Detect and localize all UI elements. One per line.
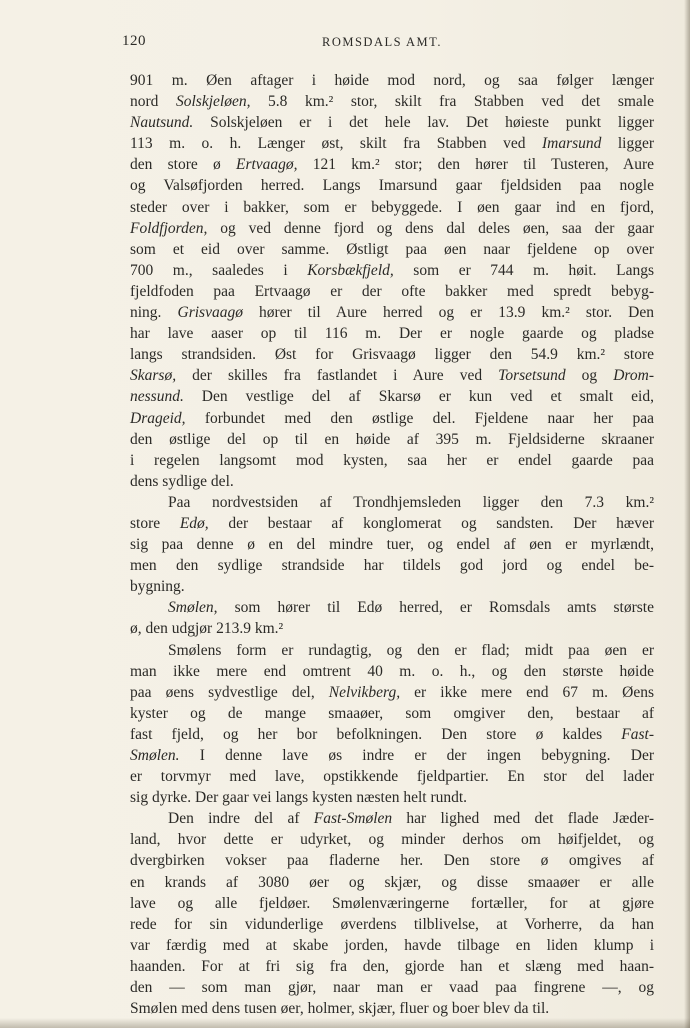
text-segment: den østlige del op til en høide af 395 m. Fjeldsiderne skraaner — [130, 430, 654, 448]
text-line — [130, 218, 654, 239]
text-segment: Solskjeløen er i det hele lav. Det høieste punkt ligger — [193, 114, 654, 132]
text-line — [130, 70, 654, 91]
italic-name: Nautsund. — [130, 114, 194, 132]
text-segment: sig dyrke. Der gaar vei langs kysten næsten helt rundt. — [130, 789, 468, 807]
italic-name: Fast-Smølen — [313, 810, 393, 828]
page-number: 120 — [122, 33, 146, 49]
text-segment: har lighed med det flade Jæder- — [392, 810, 654, 828]
text-line — [130, 576, 654, 597]
text-segment: man ikke mere end omtrent 40 m. o. h., og den største høide — [130, 662, 654, 680]
text-segment: fast fjeld, og her bor befolkningen. Den store ø kaldes — [130, 725, 622, 743]
text-line — [130, 91, 654, 112]
italic-name: Ertvaagø, — [235, 156, 298, 174]
text-segment: er torvmyr med lave, opstikkende fjeldpartier. En stor del lader — [130, 768, 654, 786]
text-segment: Den indre del af — [168, 810, 314, 828]
page-bottom-shadow — [0, 1018, 690, 1028]
text-line — [130, 344, 654, 365]
text-line — [130, 197, 654, 218]
text-segment: var færdig med at skabe jorden, havde tilbage en liden klump i — [130, 936, 654, 954]
text-segment: paa øens sydvestlige del, — [130, 683, 329, 701]
italic-name: Fast- — [621, 725, 654, 743]
text-line — [130, 133, 654, 154]
text-segment: den store ø — [130, 156, 236, 174]
text-line — [130, 893, 654, 914]
text-line — [130, 977, 654, 998]
text-segment: lave og alle fjeldøer. Smølenværingerne fortæller, for at gjøre — [130, 894, 654, 912]
text-segment: ø, den udgjør 213.9 km.² — [130, 620, 284, 638]
text-segment: Den vestlige del af Skarsø er kun ved et smalt eid, — [183, 388, 654, 406]
text-segment: land, hvor dette er udyrket, og minder derhos om høifjeldet, og — [130, 831, 654, 849]
text-line — [130, 429, 654, 450]
text-line — [130, 618, 654, 639]
text-segment: haanden. For at fri sig fra den, gjorde han et slæng med haan- — [130, 957, 654, 975]
text-line — [130, 112, 654, 133]
text-segment: og Valsøfjorden herred. Langs Imarsund gaar fjeldsiden paa nogle — [130, 177, 654, 195]
italic-name: Foldfjorden, — [130, 219, 208, 237]
text-segment: er ikke mere end 67 m. Øens — [400, 683, 654, 701]
text-segment: steder over i bakker, som er bebyggede. I øen gaar ind en fjord, — [130, 198, 654, 216]
text-line — [130, 471, 654, 492]
text-segment: 5.8 km.² stor, skilt fra Stabben ved det smale — [250, 93, 654, 111]
text-segment: som et eid over samme. Østligt paa øen naar fjeldene op over — [130, 240, 654, 258]
text-segment: som er 744 m. høit. Langs — [393, 261, 654, 279]
italic-name: Smølen. — [130, 747, 180, 764]
text-line — [130, 386, 654, 407]
text-segment: 700 m., saaledes i — [130, 261, 308, 279]
text-segment: kyster og de mange smaaøer, som omgiver den, bestaar af — [130, 704, 654, 722]
text-segment: hører til Aure herred og er 13.9 km.² stor. Den — [242, 304, 654, 322]
text-segment: 901 m. Øen aftager i høide mod nord, og saa følger længer — [130, 72, 654, 89]
text-line — [130, 914, 654, 935]
italic-name: Skarsø, — [130, 367, 177, 385]
text-line — [130, 998, 654, 1019]
text-line — [130, 829, 654, 850]
italic-name: Imarsund — [541, 135, 602, 153]
text-line — [130, 682, 654, 703]
text-line — [130, 450, 654, 471]
text-line — [130, 555, 654, 576]
text-segment: der skilles fra fastlandet i Aure ved — [176, 367, 499, 385]
text-segment: Smølens form er rundagtig, og den er flad; midt paa øen er — [168, 641, 654, 659]
text-line — [130, 724, 654, 745]
text-line — [130, 154, 654, 175]
text-line — [130, 956, 654, 977]
text-line — [130, 597, 654, 618]
text-line — [130, 175, 654, 196]
text-segment: 121 km.² stor; den hører til Tusteren, Aure — [297, 156, 654, 174]
text-segment: langs strandsiden. Øst for Grisvaagø ligger den 54.9 km.² store — [130, 346, 654, 364]
text-line — [130, 850, 654, 871]
text-segment: nord — [130, 93, 176, 111]
text-segment: i regelen langsomt mod kysten, saa her er endel gaarde paa — [130, 451, 654, 469]
running-head: ROMSDALS AMT. — [322, 35, 442, 49]
italic-name: Drom- — [613, 367, 654, 385]
italic-name: Korsbækfjeld, — [307, 261, 394, 279]
text-segment: har lave aaser op til 116 m. Der er nogle gaarde og pladse — [130, 325, 654, 343]
text-segment: Paa nordvestsiden af Trondhjemsleden ligger den 7.3 km.² — [168, 493, 654, 511]
text-segment: ning. — [130, 304, 178, 322]
text-segment: bygning. — [130, 578, 185, 596]
text-line — [130, 281, 654, 302]
body-text — [130, 70, 654, 1019]
text-line — [130, 935, 654, 956]
text-line — [130, 787, 654, 808]
italic-name: nessund. — [130, 388, 184, 406]
text-line — [130, 534, 654, 555]
page-edge-shadow — [684, 0, 690, 1028]
text-line — [130, 513, 654, 534]
text-line — [130, 302, 654, 323]
text-segment: 113 m. o. h. Længer øst, skilt fra Stabben ved — [130, 135, 542, 153]
text-segment: forbundet med den østlige del. Fjeldene naar her paa — [185, 409, 654, 427]
italic-name: Grisvaagø — [177, 304, 243, 322]
text-line — [130, 703, 654, 724]
text-segment: som hører til Edø herred, er Romsdals amts største — [217, 599, 654, 617]
text-line — [130, 872, 654, 893]
italic-name: Torsetsund — [498, 367, 566, 385]
text-line — [130, 239, 654, 260]
text-segment: men den sydlige strandside har tildels god jord og endel be- — [130, 557, 654, 575]
text-segment: store — [130, 514, 180, 532]
italic-name: Edø, — [179, 514, 209, 532]
text-line — [130, 365, 654, 386]
text-line — [130, 640, 654, 661]
text-segment: dvergbirken vokser paa fladerne her. Den store ø omgives af — [130, 852, 654, 870]
text-line — [130, 260, 654, 281]
text-line — [130, 408, 654, 429]
italic-name: Nelvikberg, — [328, 683, 401, 701]
text-segment: den — som man gjør, naar man er vaad paa fingrene —, og — [130, 979, 654, 997]
text-line — [130, 745, 654, 766]
text-segment: og ved denne fjord og dens dal deles øen, saa der gaar — [207, 219, 654, 237]
text-line — [130, 766, 654, 787]
text-segment: I denne lave øs indre er der ingen bebygning. Der — [179, 747, 654, 764]
text-line — [130, 661, 654, 682]
italic-name: Drageid, — [130, 409, 186, 427]
italic-name: Smølen, — [168, 599, 218, 617]
text-line — [130, 492, 654, 513]
text-line — [130, 808, 654, 829]
text-segment: sig paa denne ø en del mindre tuer, og endel af øen er myrlændt, — [130, 536, 654, 554]
text-line — [130, 323, 654, 344]
text-segment: der bestaar af konglomerat og sandsten. Der hæver — [208, 514, 654, 532]
text-segment: en krands af 3080 øer og skjær, og disse smaaøer er alle — [130, 873, 654, 891]
page-header — [122, 33, 662, 53]
text-segment: dens sydlige del. — [130, 472, 234, 490]
text-segment: ligger — [601, 135, 655, 153]
text-segment: rede for sin vidunderlige øverdens tilblivelse, at Vorherre, da han — [130, 915, 654, 933]
italic-name: Solskjeløen, — [175, 93, 251, 111]
text-segment: Smølen med dens tusen øer, holmer, skjær, fluer og boer blev da til. — [130, 1000, 550, 1018]
text-segment: fjeldfoden paa Ertvaagø er der ofte bakker med spredt bebyg- — [130, 282, 654, 300]
text-segment: og — [565, 367, 614, 385]
